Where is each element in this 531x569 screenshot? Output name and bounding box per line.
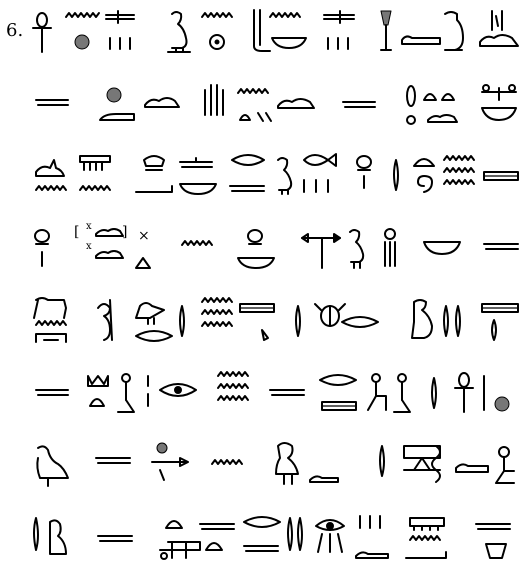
owl-bird-glyph bbox=[445, 12, 463, 50]
reed-leaf-glyph bbox=[288, 518, 302, 550]
mouth-glyph bbox=[484, 244, 518, 249]
balance-scale-glyph bbox=[482, 85, 516, 100]
reed-leaf-glyph bbox=[432, 378, 436, 408]
head-glyph bbox=[248, 230, 262, 244]
standing-figure-glyph bbox=[492, 11, 502, 30]
feather-fan-glyph bbox=[152, 443, 188, 480]
mouth-glyph bbox=[270, 390, 304, 395]
column-group-glyph bbox=[205, 85, 223, 115]
plural-strokes-glyph bbox=[360, 516, 380, 528]
lily-glyph bbox=[98, 300, 112, 340]
reed-leaf-glyph bbox=[180, 306, 184, 336]
cloth-strip-glyph bbox=[106, 11, 134, 23]
falcon-glyph bbox=[412, 300, 432, 338]
leg-glyph bbox=[254, 10, 270, 51]
water-ripple-glyph bbox=[238, 89, 268, 93]
bread-loaf-glyph bbox=[424, 94, 454, 100]
mouth-glyph bbox=[476, 524, 510, 529]
bread-loaf-glyph bbox=[206, 543, 222, 550]
bread-loaf-glyph bbox=[240, 115, 250, 120]
enclosure-glyph bbox=[36, 334, 66, 342]
vulture-bird-glyph bbox=[168, 12, 190, 52]
mouth-glyph bbox=[96, 458, 130, 463]
lying-animal-glyph bbox=[278, 99, 314, 108]
mouth-glyph bbox=[180, 158, 212, 167]
water-ripple-glyph bbox=[444, 156, 474, 184]
sun-disc-glyph bbox=[107, 88, 121, 102]
water-ripple-glyph bbox=[270, 13, 300, 17]
lying-figure-glyph bbox=[406, 552, 446, 558]
mouth-glyph bbox=[230, 186, 264, 191]
wedge-glyph bbox=[262, 330, 268, 340]
bowl-glyph bbox=[144, 156, 164, 170]
wedjat-eye-glyph bbox=[316, 520, 344, 552]
pot-glyph bbox=[486, 544, 506, 558]
svg-text:x: x bbox=[86, 241, 92, 252]
basket-glyph bbox=[482, 108, 516, 120]
oblique-strokes-glyph bbox=[258, 113, 271, 121]
small-cross-mark bbox=[86, 221, 92, 252]
lying-figure-glyph bbox=[310, 476, 338, 482]
mouth-glyph bbox=[36, 390, 68, 395]
vulture-bird-glyph bbox=[350, 230, 363, 268]
ankh-glyph bbox=[33, 13, 51, 52]
eye-glyph bbox=[320, 375, 356, 385]
reed-leaf-glyph bbox=[492, 320, 496, 340]
eye-glyph bbox=[160, 384, 196, 396]
water-ripple-glyph bbox=[66, 13, 99, 17]
sandal-glyph bbox=[100, 114, 134, 120]
plural-strokes-glyph bbox=[328, 38, 348, 49]
twisted-flax-glyph bbox=[385, 229, 395, 266]
mouth-glyph bbox=[36, 100, 68, 105]
mouth-glyph bbox=[98, 536, 132, 541]
standing-animal-glyph bbox=[34, 298, 66, 318]
comb-glyph bbox=[410, 518, 444, 530]
crown-glyph bbox=[88, 376, 108, 386]
water-ripple-glyph bbox=[218, 372, 248, 400]
sun-disc-glyph bbox=[495, 397, 509, 411]
plural-strokes-glyph bbox=[304, 180, 328, 192]
duck-glyph bbox=[37, 446, 68, 486]
scarab-glyph bbox=[315, 304, 345, 326]
eye-glyph bbox=[136, 331, 172, 341]
water-ripple-glyph bbox=[36, 321, 66, 325]
svg-text:×: × bbox=[138, 228, 150, 244]
hare-glyph bbox=[36, 160, 64, 176]
line-number: 6. bbox=[6, 20, 24, 41]
plural-strokes-glyph bbox=[110, 38, 130, 49]
cartouche-bar-glyph bbox=[484, 172, 518, 180]
head-glyph bbox=[357, 156, 371, 188]
bread-loaf-glyph bbox=[90, 399, 104, 406]
water-ripple-glyph bbox=[410, 536, 440, 540]
cloth-strip-glyph bbox=[324, 11, 354, 23]
water-ripple-glyph bbox=[36, 186, 110, 190]
spiral-glyph bbox=[418, 176, 432, 192]
cartouche-bar-glyph bbox=[482, 304, 518, 312]
sledge-glyph bbox=[160, 542, 200, 559]
water-ripple-glyph bbox=[202, 13, 232, 17]
sun-disc-glyph bbox=[75, 35, 89, 49]
eye-glyph bbox=[342, 317, 378, 327]
basket-glyph bbox=[424, 242, 460, 254]
reed-and-bird-glyph bbox=[34, 518, 66, 554]
comb-glyph bbox=[80, 156, 110, 170]
reed-leaf-glyph bbox=[380, 446, 384, 476]
eye-glyph bbox=[244, 517, 280, 527]
vulture-bird-glyph bbox=[278, 158, 291, 194]
lying-figure-glyph bbox=[402, 36, 440, 44]
bread-loaf-glyph bbox=[166, 521, 182, 528]
cross-mark bbox=[138, 228, 150, 244]
mouth-glyph bbox=[343, 102, 375, 107]
cartouche-bar-glyph bbox=[322, 402, 356, 410]
kneeling-figure-glyph bbox=[368, 374, 386, 410]
vulture-bird-glyph bbox=[276, 443, 298, 484]
ankh-glyph bbox=[455, 373, 473, 412]
bracket-close: ] bbox=[122, 224, 128, 240]
fish-glyph bbox=[304, 154, 336, 166]
walking-bird-glyph bbox=[136, 303, 164, 324]
reed-leaf-glyph bbox=[444, 306, 460, 336]
lying-animal-glyph bbox=[480, 35, 518, 46]
lying-figure-glyph bbox=[456, 464, 488, 472]
bread-loaf-glyph bbox=[414, 159, 434, 166]
cartouche-bar-glyph bbox=[240, 304, 274, 312]
lying-animal-glyph bbox=[428, 115, 457, 122]
svg-text:x: x bbox=[86, 221, 92, 232]
water-ripple-glyph bbox=[212, 460, 242, 464]
reed-leaf-glyph bbox=[394, 160, 398, 190]
bracket-open: [ bbox=[74, 224, 80, 240]
reed-leaf-glyph bbox=[407, 86, 415, 124]
mouth-glyph bbox=[244, 546, 278, 551]
reed-leaf-glyph bbox=[296, 306, 300, 336]
basket-glyph bbox=[272, 38, 306, 48]
sun-dot-glyph bbox=[210, 35, 224, 49]
lying-animal-glyph bbox=[96, 229, 123, 258]
seated-figure-glyph bbox=[118, 374, 134, 412]
arrow-glyph bbox=[302, 234, 340, 268]
mouth-glyph bbox=[200, 524, 234, 529]
seated-figure-glyph bbox=[394, 374, 410, 412]
eye-glyph bbox=[232, 155, 264, 165]
water-ripple-glyph bbox=[202, 298, 232, 326]
reed-bundle-glyph bbox=[381, 11, 391, 50]
lying-figure-glyph bbox=[356, 552, 388, 558]
basket-glyph bbox=[180, 184, 216, 194]
water-ripple-glyph bbox=[182, 241, 212, 245]
head-glyph bbox=[35, 230, 49, 266]
seated-figure-glyph bbox=[496, 447, 514, 483]
lying-animal-glyph bbox=[145, 98, 179, 107]
triangle-glyph bbox=[136, 258, 150, 268]
twisted-flax-glyph bbox=[432, 446, 440, 482]
lying-figure-glyph bbox=[136, 186, 172, 192]
basket-glyph bbox=[238, 258, 274, 268]
